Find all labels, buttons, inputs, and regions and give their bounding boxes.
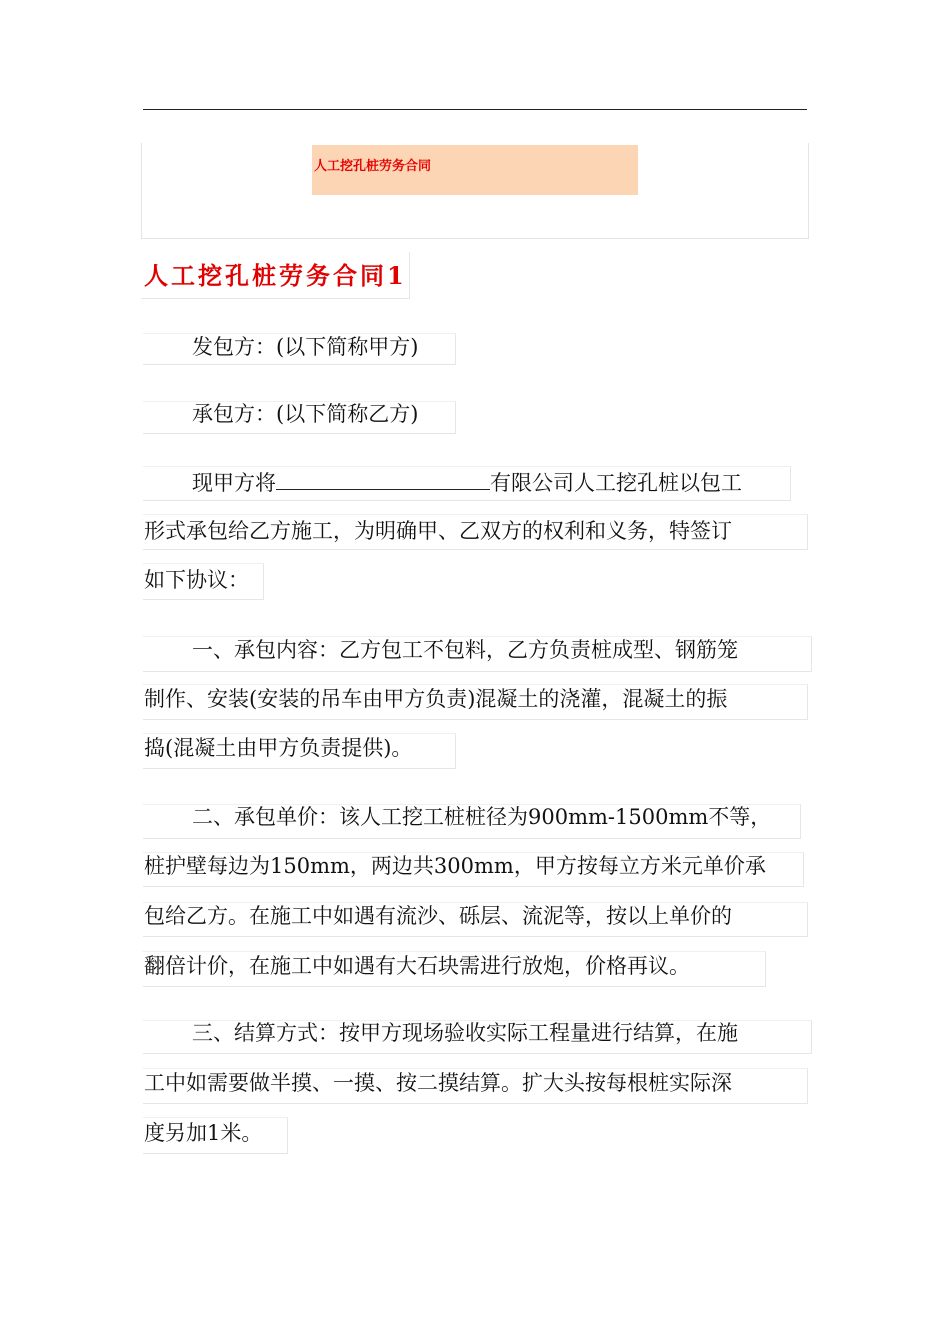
clause1-line-2: 制作、安装(安装的吊车由甲方负责)混凝土的浇灌，混凝土的振 — [144, 687, 728, 711]
intro-line-3: 如下协议： — [144, 568, 249, 592]
header-rule — [143, 109, 807, 110]
intro-prefix: 现甲方将 — [192, 471, 276, 495]
party-b-line: 承包方：(以下简称乙方) — [192, 402, 419, 426]
blank-company-name-field — [276, 469, 490, 490]
banner-title: 人工挖孔桩劳务合同 — [314, 159, 432, 174]
intro-line-2: 形式承包给乙方施工，为明确甲、乙双方的权利和义务，特签订 — [144, 519, 732, 543]
clause1-line-3: 捣(混凝土由甲方负责提供)。 — [144, 736, 413, 760]
clause1-line-1: 一、承包内容：乙方包工不包料，乙方负责桩成型、钢筋笼 — [192, 638, 738, 662]
clause2-line-3: 包给乙方。在施工中如遇有流沙、砾层、流泥等，按以上单价的 — [144, 904, 732, 928]
clause3-line-1: 三、结算方式：按甲方现场验收实际工程量进行结算，在施 — [192, 1021, 738, 1045]
clause2-line-4: 翻倍计价，在施工中如遇有大石块需进行放炮，价格再议。 — [144, 954, 690, 978]
document-title: 人工挖孔桩劳务合同1 — [144, 261, 407, 290]
intro-line-1 — [192, 469, 742, 495]
intro-suffix: 有限公司人工挖孔桩以包工 — [490, 471, 742, 495]
header-banner — [312, 145, 638, 195]
clause2-line-2: 桩护壁每边为150mm，两边共300mm，甲方按每立方米元单价承 — [144, 854, 766, 878]
clause2-line-1: 二、承包单价：该人工挖工桩桩径为900mm-1500mm不等， — [192, 805, 772, 829]
clause3-line-2: 工中如需要做半摸、一摸、按二摸结算。扩大头按每根桩实际深 — [144, 1071, 732, 1095]
party-a-line: 发包方：(以下简称甲方) — [192, 335, 419, 359]
clause3-line-3: 度另加1米。 — [144, 1121, 263, 1145]
